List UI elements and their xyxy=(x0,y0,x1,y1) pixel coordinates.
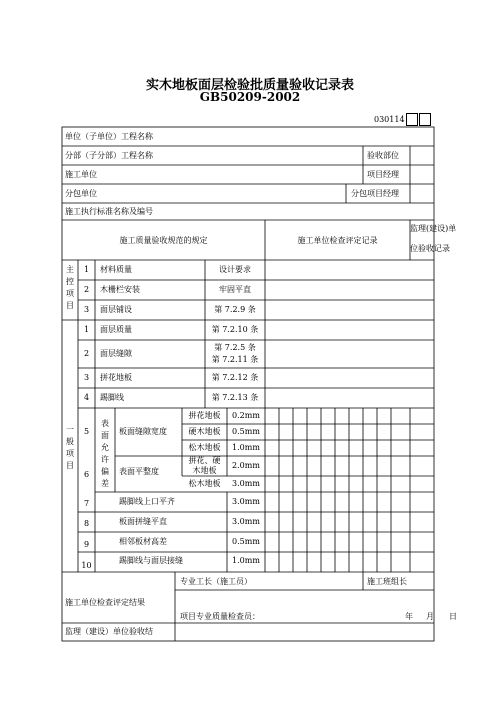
standard-name-label: 施工执行标准名称及编号 xyxy=(65,207,153,216)
general-item-name: 板面拼缝平直 xyxy=(119,517,167,526)
general-item-no: 2 xyxy=(83,349,90,358)
general-item-name: 面层质量 xyxy=(100,325,132,334)
main-item-req: 第 7.2.9 条 xyxy=(214,305,256,314)
floor-type: 硬木地板 xyxy=(188,427,221,436)
main-item-no: 2 xyxy=(83,285,90,294)
general-item-name: 面层缝隙 xyxy=(100,349,132,358)
project-manager-label: 项目经理 xyxy=(367,170,399,179)
main-item-req: 牢固平直 xyxy=(219,285,251,294)
general-item-req: 第 7.2.13 条 xyxy=(211,393,259,402)
spec-column-header: 施工质量验收规范的规定 xyxy=(119,236,208,245)
tolerance-value: 3.0mm xyxy=(232,479,260,488)
page-title: 实木地板面层检验批质量验收记录表 xyxy=(145,78,354,93)
main-item-no: 3 xyxy=(83,305,90,314)
acceptance-dept-label: 验收部位 xyxy=(367,151,399,160)
general-item-req: 第 7.2.10 条 xyxy=(211,325,259,334)
supervision-conclusion-label: 监理（建设）单位验收结 xyxy=(65,627,153,636)
month-label: 月 xyxy=(426,612,434,621)
tolerance-value: 0.2mm xyxy=(232,411,260,420)
floor-type: 木地板 xyxy=(192,466,217,475)
general-item-name: 表面平整度 xyxy=(119,467,159,476)
general-item-no: 10 xyxy=(81,561,92,570)
evaluation-result-label: 施工单位检查评定结果 xyxy=(65,598,145,607)
general-item-no: 8 xyxy=(83,519,90,528)
tolerance-value: 0.5mm xyxy=(232,427,260,436)
tolerance-value: 3.0mm xyxy=(232,517,260,526)
floor-type: 松木地板 xyxy=(188,443,221,452)
subcontract-manager-label: 分包项目经理 xyxy=(351,189,399,198)
general-item-name: 踢脚线上口平齐 xyxy=(119,497,175,506)
construction-unit-label: 施工单位 xyxy=(65,170,97,179)
tolerance-label: 表面允许偏差 xyxy=(101,419,109,488)
inspector-label: 项目专业质量检查员： xyxy=(180,612,260,621)
general-item-no: 7 xyxy=(83,499,90,508)
main-control-label: 主控项目 xyxy=(66,265,74,310)
general-item-no: 5 xyxy=(83,427,90,436)
general-item-req: 第 7.2.12 条 xyxy=(211,373,259,382)
general-item-name: 踢脚线与面层接缝 xyxy=(119,556,183,565)
floor-type: 拼花、硬 xyxy=(188,456,221,465)
general-item-req: 第 7.2.11 条 xyxy=(211,355,259,364)
general-items-label: 一般项目 xyxy=(66,425,74,470)
floor-type: 松木地板 xyxy=(188,479,221,488)
general-item-name: 相邻板材高差 xyxy=(119,537,167,546)
subcontract-unit-label: 分包单位 xyxy=(65,189,97,198)
subdivision-project-name-label: 分部（子分部）工程名称 xyxy=(65,151,153,160)
tolerance-value: 3.0mm xyxy=(232,497,260,506)
supervision-column-header-line2: 位验收记录 xyxy=(410,244,450,253)
general-item-name: 板面缝隙宽度 xyxy=(119,427,167,436)
general-item-no: 1 xyxy=(83,325,90,334)
general-item-name: 拼花地板 xyxy=(100,373,132,382)
form-code-number: 030114 xyxy=(374,115,405,124)
general-item-name: 踢脚线 xyxy=(100,393,124,402)
unit-project-name-label: 单位（子单位）工程名称 xyxy=(65,132,153,141)
day-label: 日 xyxy=(449,612,457,621)
general-item-no: 6 xyxy=(83,470,90,479)
tolerance-value: 1.0mm xyxy=(232,443,260,452)
general-item-no: 4 xyxy=(83,393,90,402)
standard-code: GB50209-2002 xyxy=(199,90,301,104)
team-leader-label: 施工班组长 xyxy=(367,577,407,586)
main-item-req: 设计要求 xyxy=(219,265,251,274)
foreman-label: 专业工长（施工员） xyxy=(180,577,252,586)
floor-type: 拼花地板 xyxy=(188,411,221,420)
construction-check-column-header: 施工单位检查评定记录 xyxy=(297,236,378,245)
tolerance-value: 0.5mm xyxy=(232,537,260,546)
main-item-name: 木栅栏安装 xyxy=(100,285,140,294)
tolerance-value: 2.0mm xyxy=(232,461,260,470)
main-item-no: 1 xyxy=(83,265,90,274)
tolerance-value: 1.0mm xyxy=(232,556,260,565)
general-item-no: 9 xyxy=(83,540,90,549)
general-item-req: 第 7.2.5 条 xyxy=(214,343,256,352)
supervision-column-header-line1: 监理(建设)单 xyxy=(410,224,457,233)
main-item-name: 面层铺设 xyxy=(100,305,132,314)
general-item-no: 3 xyxy=(83,373,90,382)
main-item-name: 材料质量 xyxy=(100,265,132,274)
year-label: 年 xyxy=(405,612,413,621)
